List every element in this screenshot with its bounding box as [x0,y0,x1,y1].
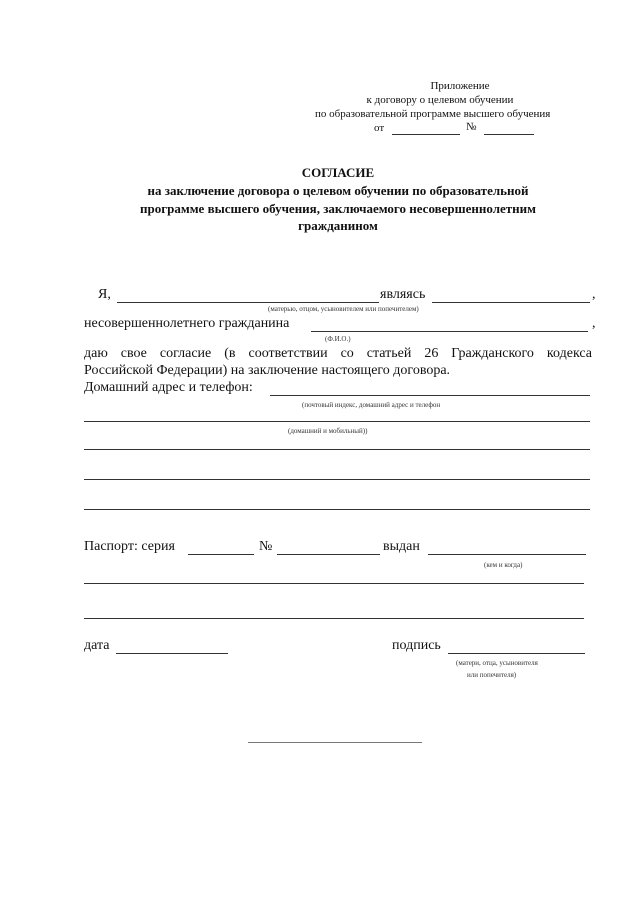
comma-2: , [592,316,596,331]
passport-field-3[interactable] [84,618,584,619]
passport-series-label: Паспорт: серия [84,539,175,554]
appendix-line-1: Приложение [430,80,490,92]
passport-field-2[interactable] [84,583,584,584]
address-field-1[interactable] [270,395,590,396]
caption-issued: (кем и когда) [484,561,523,569]
document-subtitle-2: программе высшего обучения, заключаемого несовершеннолетним [139,201,536,216]
bottom-divider [248,742,422,743]
caption-address: (почтовый индекс, домашний адрес и телефон [302,401,441,409]
parent-role-field[interactable] [432,302,590,303]
date-label: дата [84,638,110,653]
i-label: Я, [98,287,111,302]
document-title: СОГЛАСИЕ [301,165,375,180]
address-field-4[interactable] [84,479,590,480]
address-field-5[interactable] [84,509,590,510]
consent-text-line-2: Российской Федерации) на заключение настоящего договора. [84,363,451,378]
being-label: являясь [380,287,426,302]
comma-1: , [592,287,596,302]
passport-number-field[interactable] [277,554,380,555]
caption-signature-1: (матери, отца, усыновителя [456,659,538,667]
minor-name-field[interactable] [311,331,588,332]
appendix-line-2: к договору о целевом обучении [366,94,514,106]
address-field-2[interactable] [84,421,590,422]
address-field-3[interactable] [84,449,590,450]
passport-number-label: № [259,539,273,554]
parent-name-field[interactable] [117,302,379,303]
consent-text-line-1: даю свое согласие (в соответствии со статьей 26 Гражданского кодекса [84,346,592,361]
passport-series-field[interactable] [188,554,254,555]
caption-fio: (Ф.И.О.) [325,335,351,343]
appendix-number-field[interactable] [484,134,534,135]
document-subtitle-3: гражданином [298,218,378,233]
appendix-line-3: по образовательной программе высшего обучения [315,108,551,120]
document-subtitle-1: на заключение договора о целевом обучении по образовательной [147,183,529,198]
appendix-date-field[interactable] [392,134,460,135]
caption-parent-role: (матерью, отцом, усыновителем или попечителем) [268,305,419,313]
signature-label: подпись [392,638,441,653]
caption-signature-2: или попечителя) [467,671,517,679]
date-field[interactable] [116,653,228,654]
passport-issued-field[interactable] [428,554,586,555]
appendix-number-label: № [466,121,477,133]
issued-label: выдан [383,539,420,554]
appendix-date-prefix: от [374,122,385,134]
signature-field[interactable] [448,653,585,654]
minor-label: несовершеннолетнего гражданина [84,316,290,331]
address-label: Домашний адрес и телефон: [84,380,253,395]
caption-phone: (домашний и мобильный)) [288,427,368,435]
